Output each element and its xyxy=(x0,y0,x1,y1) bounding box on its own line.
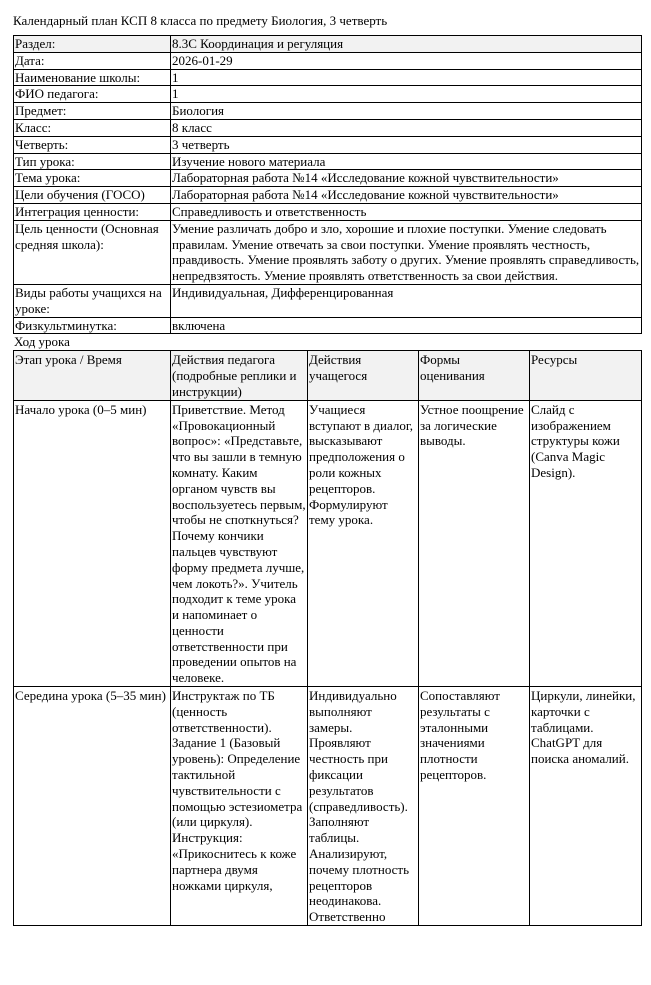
column-header: Формы оценивания xyxy=(419,351,530,400)
info-row-value-goal xyxy=(14,220,642,284)
info-value: 8.3С Координация и регуляция xyxy=(171,36,642,53)
info-value: 8 класс xyxy=(171,119,642,136)
lesson-plan-table xyxy=(13,350,642,926)
info-value: Умение различать добро и зло, хорошие и плохие поступки. Умение следовать правилам. Умение отвечать за свои поступки. Умение проявлять честность, правдивость. Умение проявлять заботу о других. Умение проявлять справедливость, непредвзятость. Умение проявлять ответственность за свои действия. xyxy=(171,220,642,284)
info-value: Изучение нового материала xyxy=(171,153,642,170)
info-row-school xyxy=(14,69,642,86)
teacher-actions-cell: Приветствие. Метод «Провокационный вопрос»: «Представьте, что вы зашли в темную комнату. Каким органом чувств вы воспользуетесь первым, чтобы не споткнуться? Почему кончики пальцев чувствуют форму предмета лучше, чем локоть?». Учитель подходит к теме урока и напоминает о ценности ответственности при проведении опытов на человеке. xyxy=(172,401,306,686)
info-label: Предмет: xyxy=(14,103,171,120)
resources-cell: Циркули, линейки, карточки с таблицами. ChatGPT для поиска аномалий. xyxy=(530,687,642,926)
info-row-topic xyxy=(14,170,642,187)
info-value: Справедливость и ответственность xyxy=(171,203,642,220)
info-value: 2026-01-29 xyxy=(171,52,642,69)
resources-cell: Слайд с изображением структуры кожи (Canva Magic Design). xyxy=(530,400,642,686)
plan-header-row xyxy=(14,351,642,400)
student-actions-cell: Индивидуально выполняют замеры. Проявляют честность при фиксации результатов (справедливость). Заполняют таблицы. Анализируют, почему плотность рецепторов неодинакова. Ответственно xyxy=(308,687,419,926)
column-header: Этап урока / Время xyxy=(14,351,171,400)
info-row-section xyxy=(14,36,642,53)
assessment-cell: Устное поощрение за логические выводы. xyxy=(419,400,530,686)
info-row-class xyxy=(14,119,642,136)
info-row-exercise xyxy=(14,317,642,334)
section-heading: Ход урока xyxy=(14,334,70,350)
lesson-info-table xyxy=(13,35,642,334)
info-row-subject xyxy=(14,103,642,120)
stage-cell: Середина урока (5–35 мин) xyxy=(14,687,171,926)
info-label: Класс: xyxy=(14,119,171,136)
info-label: Виды работы учащихся на уроке: xyxy=(14,284,171,317)
info-row-lesson-type xyxy=(14,153,642,170)
column-header: Действия педагога (подробные реплики и инструкции) xyxy=(171,351,308,400)
column-header: Действия учащегося xyxy=(308,351,419,400)
info-label: Раздел: xyxy=(14,36,171,53)
info-row-work-types xyxy=(14,284,642,317)
info-row-date xyxy=(14,52,642,69)
info-value: Лабораторная работа №14 «Исследование кожной чувствительности» xyxy=(171,187,642,204)
info-value: 3 четверть xyxy=(171,136,642,153)
document-title: Календарный план КСП 8 класса по предмету Биология, 3 четверть xyxy=(13,13,388,28)
column-header: Ресурсы xyxy=(530,351,642,400)
info-value: Биология xyxy=(171,103,642,120)
info-row-quarter xyxy=(14,136,642,153)
plan-row-start xyxy=(14,400,642,686)
info-value: Индивидуальная, Дифференцированная xyxy=(171,284,642,317)
info-label: Тема урока: xyxy=(14,170,171,187)
info-label: Физкультминутка: xyxy=(14,317,171,334)
info-value: включена xyxy=(171,317,642,334)
plan-row-middle xyxy=(14,687,642,926)
student-actions-cell: Учащиеся вступают в диалог, высказывают предположения о роли кожных рецепторов. Формулируют тему урока. xyxy=(308,400,419,686)
document-page xyxy=(13,12,641,926)
stage-cell: Начало урока (0–5 мин) xyxy=(14,400,171,686)
teacher-actions-cell: Инструктаж по ТБ (ценность ответственности). Задание 1 (Базовый уровень): Определение тактильной чувствительности с помощью эстезиометра (или циркуля). Инструкция: «Прикоснитесь к коже партнера двумя ножками циркуля, xyxy=(171,687,308,926)
info-row-goals xyxy=(14,187,642,204)
info-value: 1 xyxy=(171,86,642,103)
info-label: Интеграция ценности: xyxy=(14,203,171,220)
info-value: Лабораторная работа №14 «Исследование кожной чувствительности» xyxy=(171,170,642,187)
info-label: Четверть: xyxy=(14,136,171,153)
info-value: 1 xyxy=(171,69,642,86)
assessment-cell: Сопоставляют результаты с эталонными значениями плотности рецепторов. xyxy=(419,687,530,926)
info-label: Дата: xyxy=(14,52,171,69)
info-label: Тип урока: xyxy=(14,153,171,170)
info-row-value-integration xyxy=(14,203,642,220)
info-row-teacher xyxy=(14,86,642,103)
info-label: Цель ценности (Основная средняя школа): xyxy=(14,220,171,284)
info-label: ФИО педагога: xyxy=(14,86,171,103)
info-label: Цели обучения (ГОСО) xyxy=(14,187,171,204)
info-label: Наименование школы: xyxy=(14,69,171,86)
